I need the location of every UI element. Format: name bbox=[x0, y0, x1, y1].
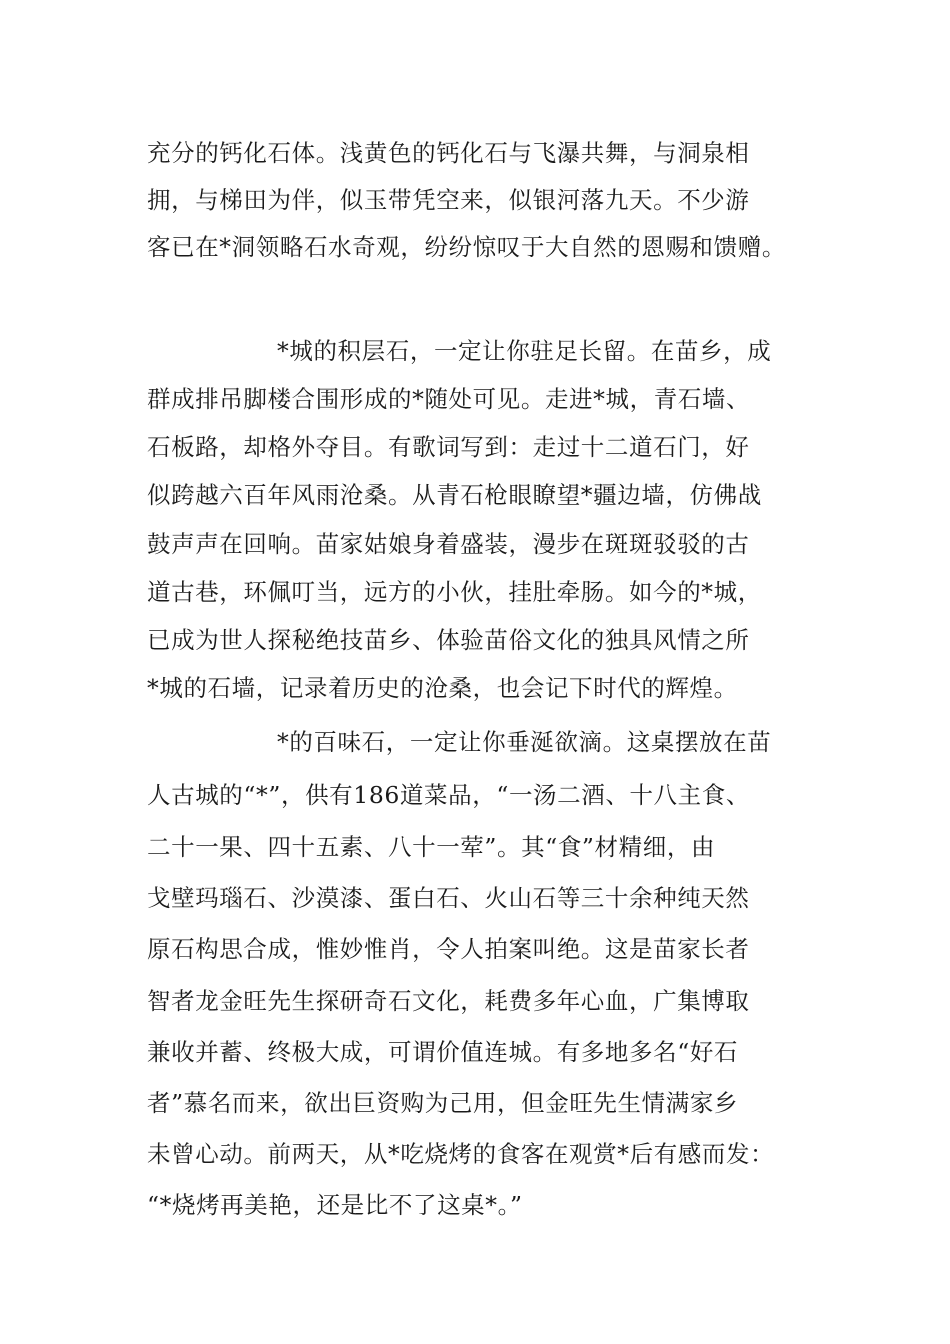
text-line: 二十一果、四十五素、八十一荤”。其“食”材精细，由 bbox=[147, 833, 716, 861]
text-line: *的百味石，一定让你垂涎欲滴。这桌摆放在苗 bbox=[277, 728, 772, 756]
text-line: *城的积层石，一定让你驻足长留。在苗乡，成 bbox=[277, 337, 772, 365]
text-line: 客已在*洞领略石水奇观，纷纷惊叹于大自然的恩赐和馈赠。 bbox=[147, 233, 786, 261]
text-line: 未曾心动。前两天，从*吃烧烤的食客在观赏*后有感而发： bbox=[147, 1140, 775, 1168]
text-line: 兼收并蓄、终极大成，可谓价值连城。有多地多名“好石 bbox=[147, 1038, 739, 1066]
text-line: 者”慕名而来，欲出巨资购为己用，但金旺先生情满家乡 bbox=[147, 1089, 739, 1117]
text-line: *城的石墙，记录着历史的沧桑，也会记下时代的辉煌。 bbox=[147, 674, 738, 702]
text-line: “*烧烤再美艳，还是比不了这桌*。” bbox=[147, 1191, 523, 1219]
text-line: 智者龙金旺先生探研奇石文化，耗费多年心血，广集博取 bbox=[147, 987, 750, 1015]
text-line: 已成为世人探秘绝技苗乡、体验苗俗文化的独具风情之所 bbox=[147, 626, 750, 654]
text-line: 戈壁玛瑙石、沙漠漆、蛋白石、火山石等三十余种纯天然 bbox=[147, 884, 750, 912]
text-line: 道古巷，环佩叮当，远方的小伙，挂肚牵肠。如今的*城， bbox=[147, 578, 762, 606]
text-line: 原石构思合成，惟妙惟肖，令人拍案叫绝。这是苗家长者 bbox=[147, 935, 750, 963]
text-line: 石板路，却格外夺目。有歌词写到：走过十二道石门，好 bbox=[147, 433, 750, 461]
text-line: 群成排吊脚楼合围形成的*随处可见。走进*城，青石墙、 bbox=[147, 385, 751, 413]
text-line: 似跨越六百年风雨沧桑。从青石枪眼瞭望*疆边墙，仿佛战 bbox=[147, 481, 762, 509]
text-line: 拥，与梯田为伴，似玉带凭空来，似银河落九天。不少游 bbox=[147, 186, 750, 214]
text-line: 充分的钙化石体。浅黄色的钙化石与飞瀑共舞，与洞泉相 bbox=[147, 139, 750, 167]
text-line: 鼓声声在回响。苗家姑娘身着盛装，漫步在斑斑驳驳的古 bbox=[147, 530, 750, 558]
text-line: 人古城的“*”，供有186道菜品，“一汤二酒、十八主食、 bbox=[147, 781, 750, 809]
